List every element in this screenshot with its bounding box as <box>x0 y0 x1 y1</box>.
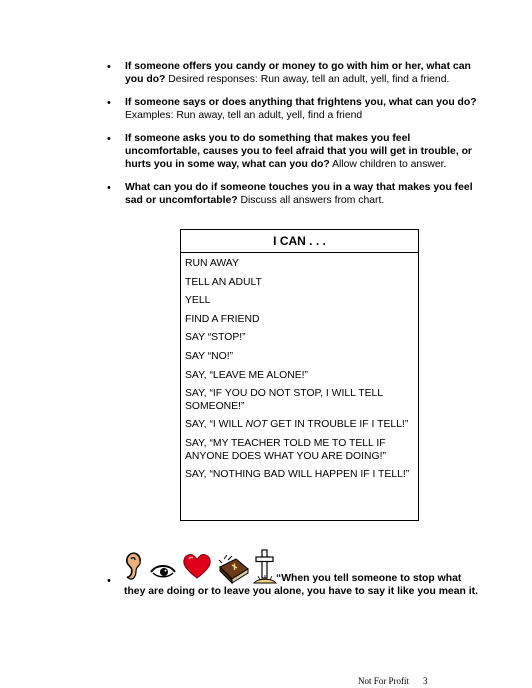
answer-text: Allow children to answer. <box>332 158 447 170</box>
chart-entry: SAY “STOP!” <box>185 332 246 344</box>
answer-text: Desired responses: Run away, tell an adult, yell, find a friend. <box>168 73 450 85</box>
chart-entry: SAY, “LEAVE ME ALONE!” <box>185 369 309 381</box>
bullet-icon: • <box>107 182 111 195</box>
question-list <box>107 61 477 218</box>
question-text: If someone says or does anything that frightens you, what can you do? <box>125 97 477 109</box>
emphasis-not: NOT <box>245 419 268 431</box>
bullet-icon: • <box>107 97 111 110</box>
bullet-icon: • <box>107 61 111 73</box>
footer-label: Not For Profit <box>358 676 410 686</box>
chart-entry: RUN AWAY <box>185 258 239 269</box>
chart-entry: SAY, “IF YOU DO NOT STOP, I WILL TELL SOMEONE!” <box>185 388 383 412</box>
closing-text: “When you tell someone to stop what they are doing or to leave you alone, you have to say it like you mean it. <box>124 573 478 597</box>
question-item-4 <box>107 182 477 207</box>
question-text: If someone asks you to do something that makes you feel uncomfortable, causes you to feel afraid that you will get in trouble, or hurts you in some way, what can you do? <box>125 133 472 170</box>
chart-title: I CAN . . . <box>181 230 418 253</box>
answer-text: Examples: Run away, tell an adult, yell, find a friend <box>125 109 363 121</box>
question-text: What can you do if someone touches you in a way that makes you feel sad or uncomfortable? <box>125 182 473 206</box>
chart-entry: FIND A FRIEND <box>185 313 260 325</box>
chart-entry: SAY, “I WILL NOT GET IN TROUBLE IF I TELL!” <box>185 419 409 431</box>
i-can-chart <box>180 229 419 521</box>
question-item-2 <box>107 97 477 122</box>
page-footer <box>358 675 428 688</box>
bullet-icon: • <box>107 133 111 146</box>
answer-text: Discuss all answers from chart. <box>240 194 385 206</box>
chart-entry: SAY, “MY TEACHER TOLD ME TO TELL IF ANYONE DOES WHAT YOU ARE DOING!” <box>185 437 386 462</box>
page-number: 3 <box>423 676 428 686</box>
chart-entry: SAY “NO!” <box>185 350 234 362</box>
question-text: If someone offers you candy or money to go with him or her, what can you do? <box>125 61 471 85</box>
chart-entry: SAY, “NOTHING BAD WILL HAPPEN IF I TELL!” <box>185 469 410 481</box>
question-item-3 <box>107 133 477 171</box>
chart-entry: TELL AN ADULT <box>185 276 262 288</box>
question-item-1 <box>107 61 477 86</box>
chart-entry: YELL <box>185 295 211 307</box>
chart-entries <box>181 253 418 482</box>
bullet-icon: • <box>107 575 111 587</box>
